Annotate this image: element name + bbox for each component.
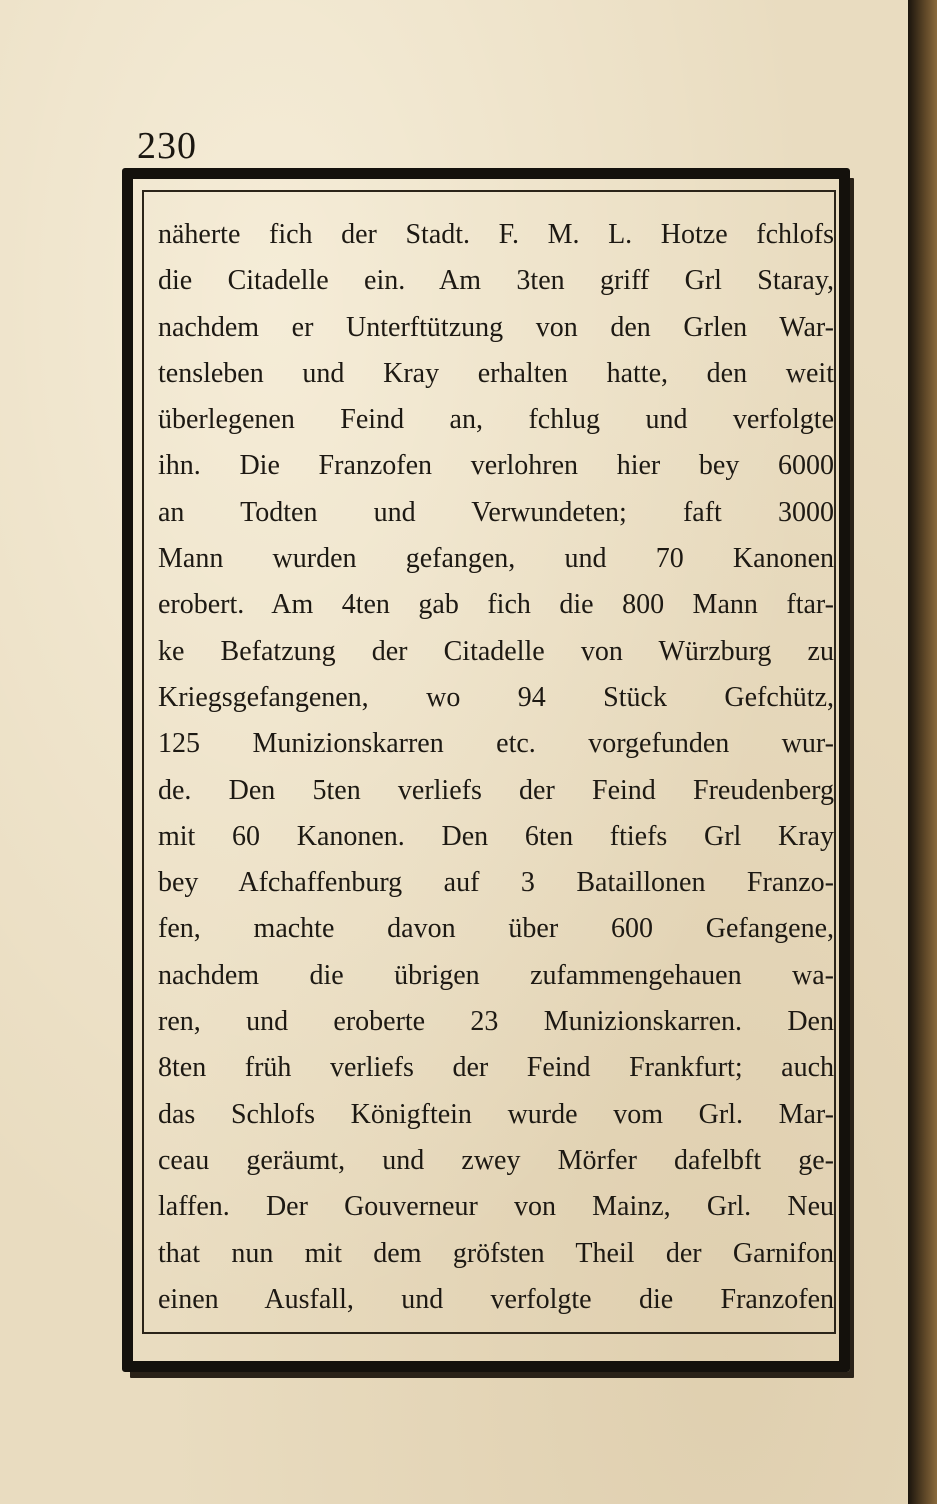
text-line: mit 60 Kanonen. Den 6ten ftiefs Grl Kray <box>158 820 834 852</box>
text-line: das Schlofs Königftein wurde vom Grl. Mar- <box>158 1098 834 1130</box>
text-line: näherte fich der Stadt. F. M. L. Hotze fchlofs <box>158 219 834 250</box>
text-line: fen, machte davon über 600 Gefangene, <box>158 913 834 945</box>
text-line: nachdem er Unterftützung von den Grlen War- <box>158 311 834 343</box>
text-line: Kriegsgefangenen, wo 94 Stück Gefchütz, <box>158 681 834 713</box>
text-line: an Todten und Verwundeten; faft 3000 <box>158 496 834 528</box>
text-line: ihn. Die Franzofen verlohren hier bey 6000 <box>158 450 834 482</box>
text-line: bey Afchaffenburg auf 3 Bataillonen Franzo- <box>158 867 834 899</box>
book-spine-edge <box>908 0 937 1504</box>
text-line: tensleben und Kray erhalten hatte, den weit <box>158 357 834 389</box>
text-line: 8ten früh verliefs der Feind Frankfurt; auch <box>158 1052 834 1084</box>
text-line: laffen. Der Gouverneur von Mainz, Grl. Neu <box>158 1191 834 1223</box>
text-line: einen Ausfall, und verfolgte die Franzofen <box>158 1283 834 1315</box>
text-line: ke Befatzung der Citadelle von Würzburg zu <box>158 635 834 667</box>
text-line: Mann wurden gefangen, und 70 Kanonen <box>158 543 834 575</box>
body-text <box>158 212 834 1323</box>
text-line: that nun mit dem gröfsten Theil der Garnifon <box>158 1237 834 1269</box>
text-line: 125 Munizionskarren etc. vorgefunden wur- <box>158 728 834 760</box>
text-line: überlegenen Feind an, fchlug und verfolgte <box>158 404 834 436</box>
text-line: die Citadelle ein. Am 3ten griff Grl Staray, <box>158 265 834 297</box>
text-line: ceau geräumt, und zwey Mörfer dafelbft ge- <box>158 1144 834 1176</box>
text-line: nachdem die übrigen zufammengehauen wa- <box>158 959 834 991</box>
text-line: ren, und eroberte 23 Munizionskarren. Den <box>158 1006 834 1038</box>
page-number: 230 <box>137 125 197 167</box>
text-line: de. Den 5ten verliefs der Feind Freudenberg <box>158 774 834 806</box>
text-line: erobert. Am 4ten gab fich die 800 Mann ftar- <box>158 589 834 621</box>
